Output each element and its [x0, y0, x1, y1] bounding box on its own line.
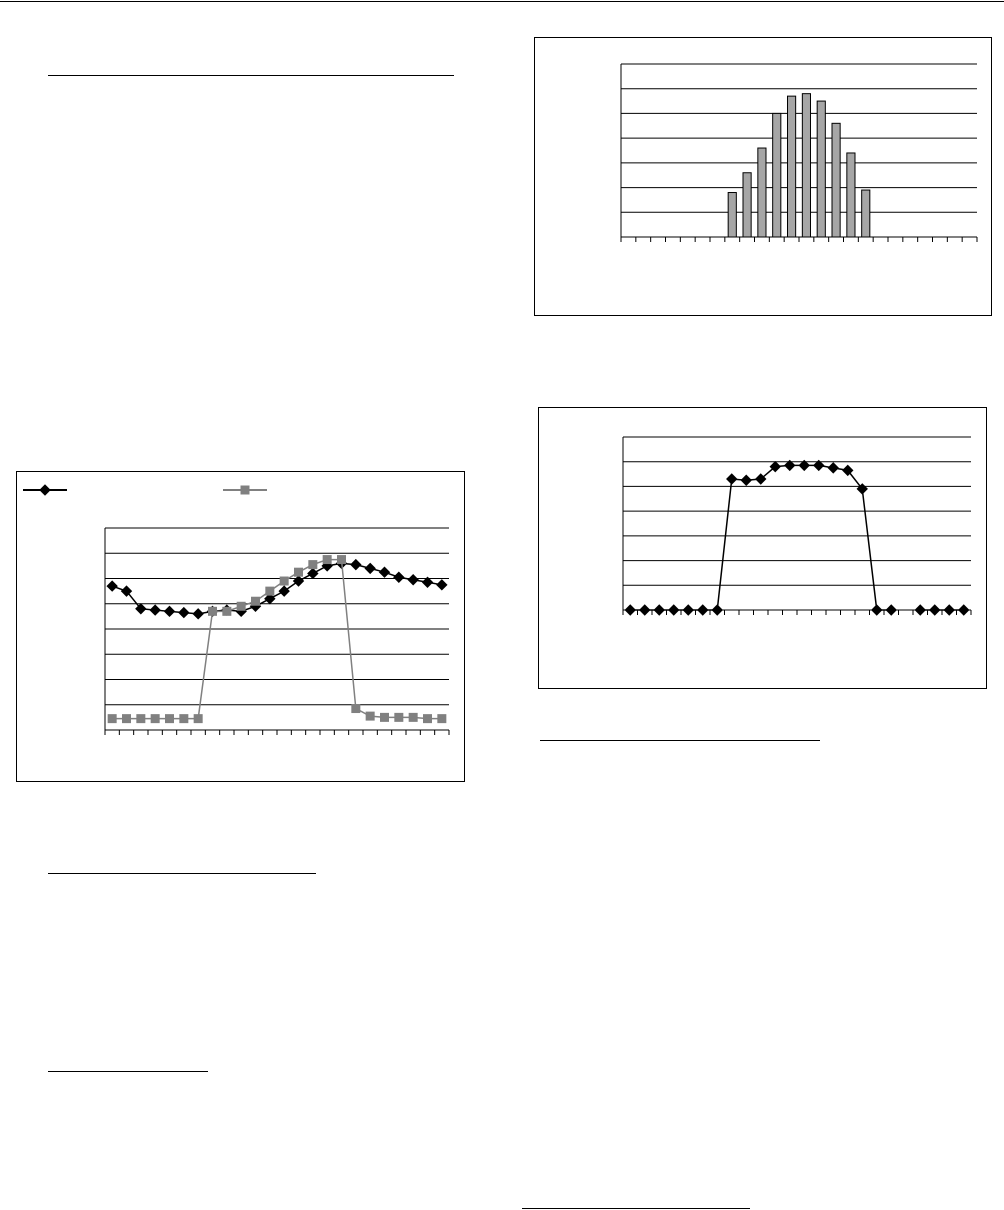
chart1-series-2-point	[438, 715, 446, 723]
chart1-series-2-point	[223, 607, 231, 615]
line-chart-two-series-plot	[17, 472, 466, 783]
chart1-series-2-point	[180, 715, 188, 723]
chart3-series-1-point	[741, 475, 751, 485]
chart1-series-2-point	[409, 713, 417, 721]
section-heading-rule-2	[48, 873, 316, 874]
chart1-series-2-point	[280, 577, 288, 585]
section-heading-rule-3	[48, 1071, 208, 1072]
chart1-series-2-point	[424, 715, 432, 723]
chart3-series-1-point	[944, 605, 954, 615]
chart2-bar	[728, 193, 736, 237]
chart1-series-1-point	[380, 567, 390, 577]
bar-chart-plot	[535, 38, 993, 317]
chart3-series-1-point	[625, 605, 635, 615]
section-heading-rule-1	[48, 75, 454, 76]
chart2-bar	[743, 173, 751, 237]
chart3-series-1-point	[683, 605, 693, 615]
chart1-series-2-point	[338, 556, 346, 564]
chart3-series-1-point	[872, 605, 882, 615]
chart1-series-2-point	[352, 705, 360, 713]
chart1-series-2-point	[381, 713, 389, 721]
chart3-series-1-point	[930, 605, 940, 615]
line-chart-single-series-plot	[539, 408, 988, 690]
chart1-series-2-point	[366, 712, 374, 720]
chart1-series-1-point	[165, 606, 175, 616]
chart2-bar	[817, 101, 825, 237]
chart1-series-2-point	[395, 713, 403, 721]
chart1-series-1-point	[150, 605, 160, 615]
chart2-bar	[788, 96, 796, 237]
chart3-series-1-point	[727, 474, 737, 484]
chart2-bar	[832, 123, 840, 237]
chart1-series-2-point	[194, 715, 202, 723]
chart1-series-1-point	[279, 586, 289, 596]
chart1-series-2-point	[266, 587, 274, 595]
chart1-series-2-line	[112, 560, 442, 719]
chart1-series-2-point	[252, 597, 260, 605]
chart3-series-1-point	[698, 605, 708, 615]
chart2-bar	[847, 153, 855, 237]
section-heading-rule-5	[522, 1208, 750, 1209]
chart3-series-1-point	[654, 605, 664, 615]
chart1-series-2-point	[166, 715, 174, 723]
chart1-series-2-point	[295, 568, 303, 576]
chart1-series-1-point	[437, 580, 447, 590]
chart1-series-2-point	[151, 715, 159, 723]
chart3-series-1-point	[712, 605, 722, 615]
chart1-series-2-point	[108, 715, 116, 723]
chart1-series-1-point	[408, 575, 418, 585]
chart2-bar	[773, 113, 781, 237]
chart3-series-1-line	[630, 465, 891, 610]
chart3-series-1-point	[669, 605, 679, 615]
page-top-rule	[0, 1, 1004, 2]
chart3-series-1-point	[640, 605, 650, 615]
chart1-series-1-point	[107, 581, 117, 591]
chart1-series-1-point	[193, 609, 203, 619]
chart1-series-2-point	[137, 715, 145, 723]
legend-marker-series-1	[40, 485, 50, 495]
chart1-series-2-point	[323, 556, 331, 564]
chart3-series-1-point	[915, 605, 925, 615]
chart1-series-1-point	[394, 572, 404, 582]
chart1-series-1-point	[294, 576, 304, 586]
chart2-bar	[862, 190, 870, 237]
legend-marker-series-2	[241, 486, 249, 494]
line-chart-two-series	[16, 471, 465, 782]
chart3-series-1-point	[959, 605, 969, 615]
chart1-series-1-point	[179, 608, 189, 618]
chart1-series-1-point	[351, 560, 361, 570]
chart3-series-1-point	[886, 605, 896, 615]
line-chart-single-series	[538, 407, 987, 689]
chart1-series-1-line	[112, 563, 442, 614]
chart2-bar	[802, 94, 810, 237]
chart1-series-2-point	[309, 561, 317, 569]
chart1-series-2-point	[209, 607, 217, 615]
chart1-series-1-point	[308, 568, 318, 578]
chart1-series-2-point	[237, 602, 245, 610]
chart1-series-2-point	[123, 715, 131, 723]
section-heading-rule-4	[540, 740, 820, 741]
bar-chart	[534, 37, 992, 316]
chart1-series-1-point	[365, 563, 375, 573]
chart3-series-1-point	[828, 463, 838, 473]
chart2-bar	[758, 148, 766, 237]
